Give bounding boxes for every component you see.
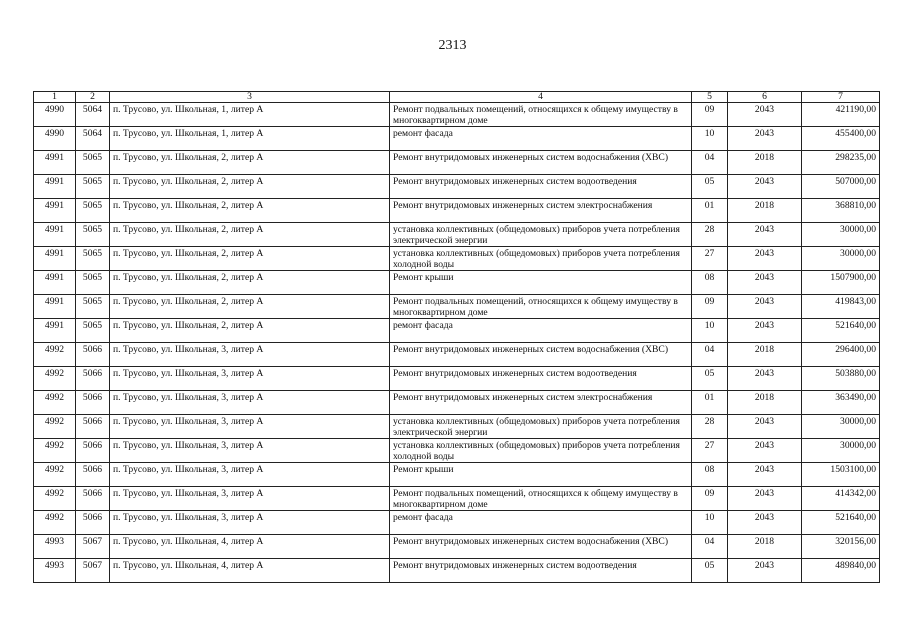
table-row <box>34 319 880 343</box>
row-number-cell: 4991 <box>34 151 76 175</box>
table-row <box>34 343 880 367</box>
cost-cell: 1507900,00 <box>802 271 880 295</box>
cost-cell: 455400,00 <box>802 127 880 151</box>
address-cell: п. Трусово, ул. Школьная, 3, литер А <box>110 367 390 391</box>
work-code-cell: 01 <box>692 391 728 415</box>
year-cell: 2018 <box>728 391 802 415</box>
cost-cell: 298235,00 <box>802 151 880 175</box>
work-type-cell: Ремонт подвальных помещений, относящихся к общему имуществу в многоквартирном доме <box>390 487 692 511</box>
table-row <box>34 199 880 223</box>
cost-cell: 414342,00 <box>802 487 880 511</box>
work-code-cell: 04 <box>692 151 728 175</box>
cost-cell: 30000,00 <box>802 415 880 439</box>
work-code-cell: 28 <box>692 223 728 247</box>
column-header: 6 <box>728 92 802 103</box>
house-id-cell: 5065 <box>76 295 110 319</box>
year-cell: 2043 <box>728 415 802 439</box>
table-row <box>34 127 880 151</box>
row-number-cell: 4992 <box>34 343 76 367</box>
cost-cell: 363490,00 <box>802 391 880 415</box>
house-id-cell: 5065 <box>76 223 110 247</box>
cost-cell: 30000,00 <box>802 223 880 247</box>
house-id-cell: 5065 <box>76 271 110 295</box>
cost-cell: 296400,00 <box>802 343 880 367</box>
address-cell: п. Трусово, ул. Школьная, 3, литер А <box>110 415 390 439</box>
house-id-cell: 5067 <box>76 559 110 583</box>
address-cell: п. Трусово, ул. Школьная, 3, литер А <box>110 439 390 463</box>
work-code-cell: 09 <box>692 295 728 319</box>
year-cell: 2043 <box>728 247 802 271</box>
year-cell: 2043 <box>728 511 802 535</box>
cost-cell: 320156,00 <box>802 535 880 559</box>
year-cell: 2043 <box>728 223 802 247</box>
address-cell: п. Трусово, ул. Школьная, 1, литер А <box>110 127 390 151</box>
row-number-cell: 4992 <box>34 487 76 511</box>
house-id-cell: 5065 <box>76 247 110 271</box>
work-type-cell: ремонт фасада <box>390 511 692 535</box>
header-row <box>34 92 880 103</box>
table-body <box>34 103 880 583</box>
year-cell: 2043 <box>728 127 802 151</box>
year-cell: 2043 <box>728 367 802 391</box>
cost-cell: 1503100,00 <box>802 463 880 487</box>
work-type-cell: Ремонт внутридомовых инженерных систем водоснабжения (ХВС) <box>390 151 692 175</box>
work-code-cell: 10 <box>692 319 728 343</box>
table-row <box>34 559 880 583</box>
work-type-cell: Ремонт внутридомовых инженерных систем водоотведения <box>390 559 692 583</box>
year-cell: 2043 <box>728 103 802 127</box>
column-header: 5 <box>692 92 728 103</box>
house-id-cell: 5065 <box>76 199 110 223</box>
work-code-cell: 27 <box>692 439 728 463</box>
house-id-cell: 5066 <box>76 439 110 463</box>
table-row <box>34 391 880 415</box>
address-cell: п. Трусово, ул. Школьная, 2, литер А <box>110 151 390 175</box>
row-number-cell: 4991 <box>34 199 76 223</box>
cost-cell: 507000,00 <box>802 175 880 199</box>
work-code-cell: 08 <box>692 271 728 295</box>
year-cell: 2043 <box>728 319 802 343</box>
house-id-cell: 5066 <box>76 463 110 487</box>
work-code-cell: 05 <box>692 175 728 199</box>
registry-table <box>33 91 880 583</box>
row-number-cell: 4992 <box>34 439 76 463</box>
row-number-cell: 4992 <box>34 367 76 391</box>
work-type-cell: ремонт фасада <box>390 127 692 151</box>
table-row <box>34 175 880 199</box>
year-cell: 2043 <box>728 439 802 463</box>
page-number: 2313 <box>438 38 467 53</box>
address-cell: п. Трусово, ул. Школьная, 2, литер А <box>110 295 390 319</box>
work-type-cell: Ремонт внутридомовых инженерных систем водоснабжения (ХВС) <box>390 535 692 559</box>
address-cell: п. Трусово, ул. Школьная, 3, литер А <box>110 487 390 511</box>
work-code-cell: 05 <box>692 559 728 583</box>
address-cell: п. Трусово, ул. Школьная, 3, литер А <box>110 463 390 487</box>
table-row <box>34 295 880 319</box>
row-number-cell: 4992 <box>34 415 76 439</box>
address-cell: п. Трусово, ул. Школьная, 2, литер А <box>110 319 390 343</box>
table-row <box>34 439 880 463</box>
year-cell: 2018 <box>728 343 802 367</box>
column-header: 3 <box>110 92 390 103</box>
work-type-cell: Ремонт крыши <box>390 463 692 487</box>
cost-cell: 503880,00 <box>802 367 880 391</box>
cost-cell: 489840,00 <box>802 559 880 583</box>
address-cell: п. Трусово, ул. Школьная, 3, литер А <box>110 511 390 535</box>
work-type-cell: установка коллективных (общедомовых) приборов учета потребления холодной воды <box>390 439 692 463</box>
address-cell: п. Трусово, ул. Школьная, 4, литер А <box>110 559 390 583</box>
house-id-cell: 5065 <box>76 175 110 199</box>
row-number-cell: 4992 <box>34 511 76 535</box>
table-row <box>34 247 880 271</box>
column-header: 1 <box>34 92 76 103</box>
table-row <box>34 151 880 175</box>
work-type-cell: Ремонт внутридомовых инженерных систем водоотведения <box>390 175 692 199</box>
house-id-cell: 5065 <box>76 319 110 343</box>
work-code-cell: 08 <box>692 463 728 487</box>
row-number-cell: 4991 <box>34 295 76 319</box>
table-row <box>34 415 880 439</box>
work-code-cell: 10 <box>692 511 728 535</box>
work-type-cell: Ремонт внутридомовых инженерных систем электроснабжения <box>390 391 692 415</box>
house-id-cell: 5066 <box>76 367 110 391</box>
house-id-cell: 5066 <box>76 487 110 511</box>
house-id-cell: 5067 <box>76 535 110 559</box>
table-row <box>34 463 880 487</box>
year-cell: 2018 <box>728 535 802 559</box>
table-header <box>34 92 880 103</box>
address-cell: п. Трусово, ул. Школьная, 3, литер А <box>110 391 390 415</box>
address-cell: п. Трусово, ул. Школьная, 4, литер А <box>110 535 390 559</box>
cost-cell: 421190,00 <box>802 103 880 127</box>
row-number-cell: 4991 <box>34 247 76 271</box>
table-row <box>34 511 880 535</box>
year-cell: 2043 <box>728 271 802 295</box>
address-cell: п. Трусово, ул. Школьная, 3, литер А <box>110 343 390 367</box>
address-cell: п. Трусово, ул. Школьная, 2, литер А <box>110 175 390 199</box>
house-id-cell: 5064 <box>76 127 110 151</box>
work-code-cell: 04 <box>692 535 728 559</box>
row-number-cell: 4992 <box>34 391 76 415</box>
work-type-cell: Ремонт внутридомовых инженерных систем водоснабжения (ХВС) <box>390 343 692 367</box>
column-header: 2 <box>76 92 110 103</box>
work-type-cell: Ремонт подвальных помещений, относящихся к общему имуществу в многоквартирном доме <box>390 103 692 127</box>
house-id-cell: 5066 <box>76 415 110 439</box>
row-number-cell: 4991 <box>34 271 76 295</box>
work-type-cell: установка коллективных (общедомовых) приборов учета потребления электрической энергии <box>390 223 692 247</box>
work-code-cell: 10 <box>692 127 728 151</box>
work-type-cell: ремонт фасада <box>390 319 692 343</box>
table-row <box>34 103 880 127</box>
cost-cell: 521640,00 <box>802 319 880 343</box>
address-cell: п. Трусово, ул. Школьная, 2, литер А <box>110 199 390 223</box>
row-number-cell: 4992 <box>34 463 76 487</box>
row-number-cell: 4993 <box>34 535 76 559</box>
year-cell: 2043 <box>728 295 802 319</box>
row-number-cell: 4991 <box>34 223 76 247</box>
table-row <box>34 367 880 391</box>
year-cell: 2018 <box>728 199 802 223</box>
cost-cell: 521640,00 <box>802 511 880 535</box>
cost-cell: 30000,00 <box>802 439 880 463</box>
work-type-cell: Ремонт подвальных помещений, относящихся к общему имуществу в многоквартирном доме <box>390 295 692 319</box>
year-cell: 2043 <box>728 175 802 199</box>
house-id-cell: 5066 <box>76 391 110 415</box>
house-id-cell: 5066 <box>76 343 110 367</box>
table-row <box>34 535 880 559</box>
work-type-cell: Ремонт внутридомовых инженерных систем электроснабжения <box>390 199 692 223</box>
cost-cell: 368810,00 <box>802 199 880 223</box>
house-id-cell: 5065 <box>76 151 110 175</box>
row-number-cell: 4990 <box>34 103 76 127</box>
address-cell: п. Трусово, ул. Школьная, 2, литер А <box>110 223 390 247</box>
column-header: 4 <box>390 92 692 103</box>
table-row <box>34 271 880 295</box>
house-id-cell: 5064 <box>76 103 110 127</box>
work-code-cell: 01 <box>692 199 728 223</box>
year-cell: 2043 <box>728 487 802 511</box>
address-cell: п. Трусово, ул. Школьная, 2, литер А <box>110 271 390 295</box>
address-cell: п. Трусово, ул. Школьная, 1, литер А <box>110 103 390 127</box>
row-number-cell: 4990 <box>34 127 76 151</box>
row-number-cell: 4991 <box>34 319 76 343</box>
work-code-cell: 27 <box>692 247 728 271</box>
work-type-cell: установка коллективных (общедомовых) приборов учета потребления электрической энергии <box>390 415 692 439</box>
work-type-cell: установка коллективных (общедомовых) приборов учета потребления холодной воды <box>390 247 692 271</box>
work-code-cell: 04 <box>692 343 728 367</box>
cost-cell: 30000,00 <box>802 247 880 271</box>
work-code-cell: 05 <box>692 367 728 391</box>
table-row <box>34 487 880 511</box>
column-header: 7 <box>802 92 880 103</box>
cost-cell: 419843,00 <box>802 295 880 319</box>
table-row <box>34 223 880 247</box>
year-cell: 2043 <box>728 463 802 487</box>
work-type-cell: Ремонт крыши <box>390 271 692 295</box>
work-code-cell: 09 <box>692 103 728 127</box>
house-id-cell: 5066 <box>76 511 110 535</box>
work-type-cell: Ремонт внутридомовых инженерных систем водоотведения <box>390 367 692 391</box>
year-cell: 2043 <box>728 559 802 583</box>
address-cell: п. Трусово, ул. Школьная, 2, литер А <box>110 247 390 271</box>
row-number-cell: 4991 <box>34 175 76 199</box>
work-code-cell: 28 <box>692 415 728 439</box>
row-number-cell: 4993 <box>34 559 76 583</box>
work-code-cell: 09 <box>692 487 728 511</box>
year-cell: 2018 <box>728 151 802 175</box>
